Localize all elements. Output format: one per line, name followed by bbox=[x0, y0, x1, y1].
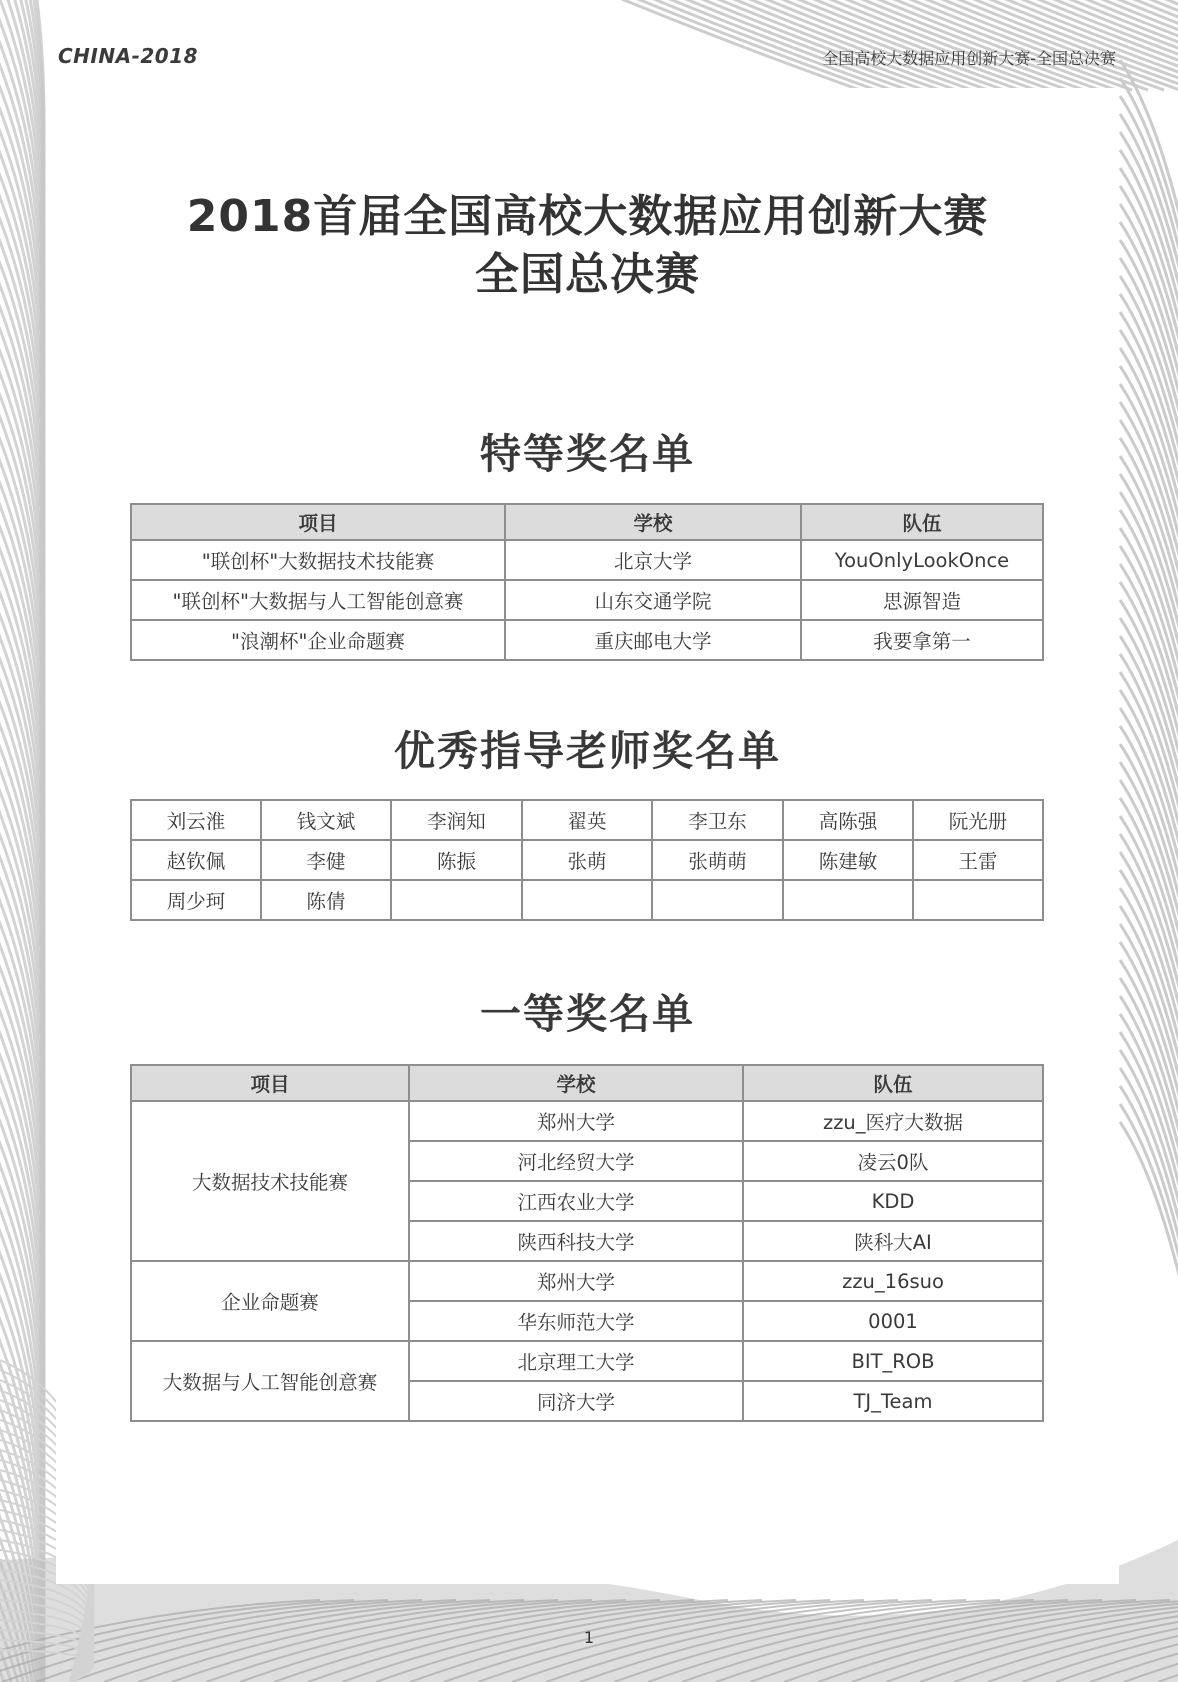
school-cell: 郑州大学 bbox=[409, 1101, 743, 1141]
table-header-row bbox=[131, 504, 1043, 540]
first-award-heading: 一等奖名单 bbox=[480, 990, 695, 1038]
teacher-cell bbox=[391, 880, 522, 920]
table-row bbox=[131, 880, 1043, 920]
teacher-cell: 李润知 bbox=[391, 800, 522, 840]
teacher-cell: 钱文斌 bbox=[261, 800, 391, 840]
teacher-cell bbox=[652, 880, 783, 920]
school-cell: 河北经贸大学 bbox=[409, 1141, 743, 1181]
teachers-award-heading: 优秀指导老师奖名单 bbox=[394, 727, 781, 775]
teacher-cell: 赵钦佩 bbox=[131, 840, 261, 880]
project-cell: "浪潮杯"企业命题赛 bbox=[131, 620, 505, 660]
column-header: 学校 bbox=[409, 1065, 743, 1101]
school-cell: 郑州大学 bbox=[409, 1261, 743, 1301]
teacher-cell: 阮光册 bbox=[913, 800, 1043, 840]
school-cell: 陕西科技大学 bbox=[409, 1221, 743, 1261]
team-cell: zzu_16suo bbox=[743, 1261, 1043, 1301]
column-header: 学校 bbox=[505, 504, 801, 540]
team-cell: KDD bbox=[743, 1181, 1043, 1221]
team-cell: 0001 bbox=[743, 1301, 1043, 1341]
teacher-cell: 翟英 bbox=[522, 800, 652, 840]
teacher-cell: 陈倩 bbox=[261, 880, 391, 920]
teacher-cell bbox=[522, 880, 652, 920]
teacher-cell: 刘云淮 bbox=[131, 800, 261, 840]
teacher-cell bbox=[913, 880, 1043, 920]
table-row bbox=[131, 620, 1043, 660]
page-number: 1 bbox=[583, 1628, 595, 1647]
title-line-2: 全国总决赛 bbox=[475, 249, 700, 300]
teachers-award-table bbox=[130, 799, 1044, 921]
table-row bbox=[131, 800, 1043, 840]
table-row bbox=[131, 1261, 1043, 1301]
school-cell: 北京理工大学 bbox=[409, 1341, 743, 1381]
table-row bbox=[131, 1101, 1043, 1141]
title-line-1: 2018首届全国高校大数据应用创新大赛 bbox=[186, 191, 989, 242]
column-header: 项目 bbox=[131, 504, 505, 540]
team-cell: BIT_ROB bbox=[743, 1341, 1043, 1381]
project-cell: 大数据技术技能赛 bbox=[131, 1101, 409, 1261]
event-header: 全国高校大数据应用创新大赛-全国总决赛 bbox=[822, 49, 1116, 68]
column-header: 队伍 bbox=[743, 1065, 1043, 1101]
teacher-cell: 陈振 bbox=[391, 840, 522, 880]
special-award-heading: 特等奖名单 bbox=[480, 430, 695, 478]
teacher-cell: 王雷 bbox=[913, 840, 1043, 880]
first-award-table bbox=[130, 1064, 1044, 1422]
teacher-cell: 张萌萌 bbox=[652, 840, 783, 880]
team-cell: 凌云0队 bbox=[743, 1141, 1043, 1181]
team-cell: YouOnlyLookOnce bbox=[801, 540, 1043, 580]
school-cell: 江西农业大学 bbox=[409, 1181, 743, 1221]
special-award-table bbox=[130, 503, 1044, 661]
teacher-cell: 高陈强 bbox=[783, 800, 913, 840]
teacher-cell: 陈建敏 bbox=[783, 840, 913, 880]
main-title bbox=[56, 188, 1119, 304]
page-content bbox=[56, 88, 1119, 1584]
project-cell: "联创杯"大数据技术技能赛 bbox=[131, 540, 505, 580]
team-cell: 思源智造 bbox=[801, 580, 1043, 620]
school-cell: 山东交通学院 bbox=[505, 580, 801, 620]
project-cell: 大数据与人工智能创意赛 bbox=[131, 1341, 409, 1421]
teacher-cell bbox=[783, 880, 913, 920]
school-cell: 华东师范大学 bbox=[409, 1301, 743, 1341]
project-cell: "联创杯"大数据与人工智能创意赛 bbox=[131, 580, 505, 620]
brand-logo-text: CHINA-2018 bbox=[58, 44, 199, 68]
table-row bbox=[131, 580, 1043, 620]
teacher-cell: 李健 bbox=[261, 840, 391, 880]
school-cell: 重庆邮电大学 bbox=[505, 620, 801, 660]
team-cell: zzu_医疗大数据 bbox=[743, 1101, 1043, 1141]
table-row bbox=[131, 840, 1043, 880]
column-header: 队伍 bbox=[801, 504, 1043, 540]
team-cell: 陕科大AI bbox=[743, 1221, 1043, 1261]
teacher-cell: 张萌 bbox=[522, 840, 652, 880]
table-row bbox=[131, 540, 1043, 580]
teacher-cell: 李卫东 bbox=[652, 800, 783, 840]
table-header-row bbox=[131, 1065, 1043, 1101]
school-cell: 同济大学 bbox=[409, 1381, 743, 1421]
school-cell: 北京大学 bbox=[505, 540, 801, 580]
team-cell: TJ_Team bbox=[743, 1381, 1043, 1421]
team-cell: 我要拿第一 bbox=[801, 620, 1043, 660]
project-cell: 企业命题赛 bbox=[131, 1261, 409, 1341]
teacher-cell: 周少珂 bbox=[131, 880, 261, 920]
table-row bbox=[131, 1341, 1043, 1381]
column-header: 项目 bbox=[131, 1065, 409, 1101]
